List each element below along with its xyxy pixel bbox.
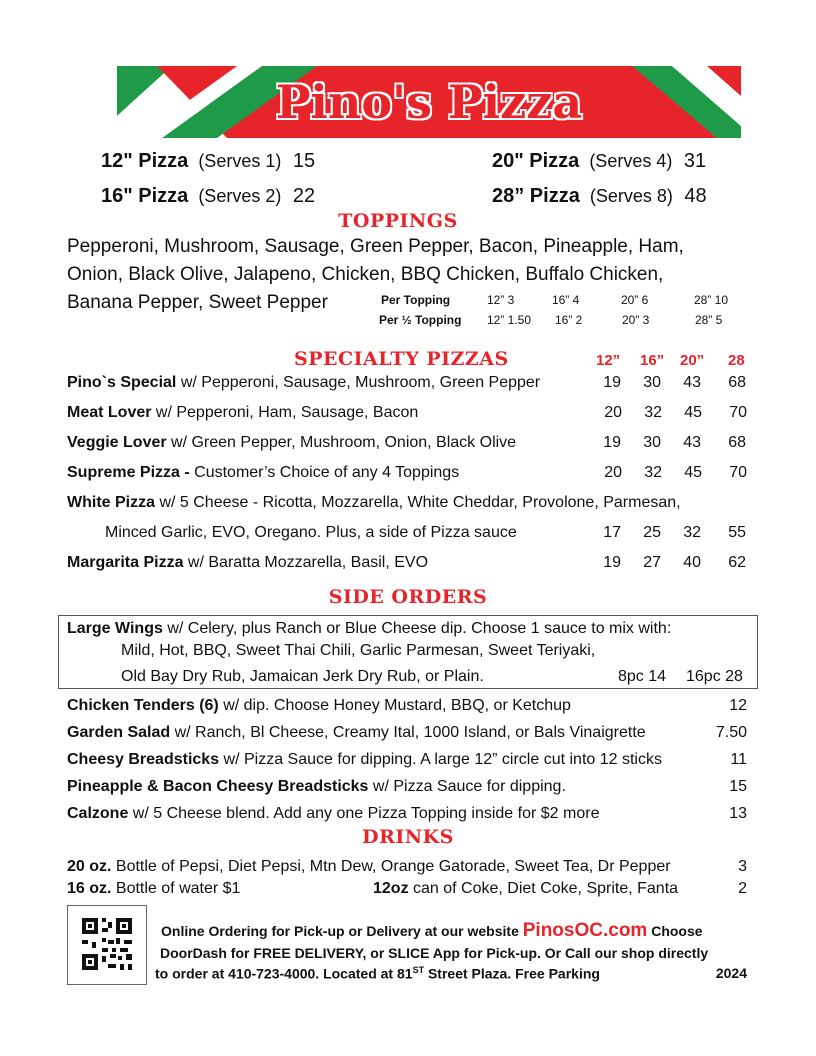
price-28: 68: [728, 374, 746, 391]
specialty-heading: SPECIALTY PIZZAS: [294, 348, 509, 370]
drink-price: 3: [738, 858, 747, 875]
size-price: 48: [684, 185, 707, 207]
item-desc: w/ Pizza Sauce for dipping.: [368, 778, 566, 795]
side-item: [67, 805, 747, 823]
per-half-label: Per ½ Topping: [379, 313, 462, 327]
size-16: [101, 185, 315, 208]
per-topping-label: Per Topping: [381, 293, 451, 307]
price-28: 70: [729, 404, 747, 421]
drink-line: [67, 858, 747, 876]
item-desc: w/ Pizza Sauce for dipping. A large 12” circle cut into 12 sticks: [219, 751, 662, 768]
drink-size: 16 oz.: [67, 880, 112, 897]
footer-text: to order at 410-723-4000. Located at 81: [155, 965, 413, 982]
item-name: Large Wings: [67, 620, 163, 637]
item-name: Pino`s Special: [67, 374, 177, 391]
specialty-item: [67, 464, 747, 482]
drink-size: 12oz: [373, 880, 409, 897]
size-serves: (Serves 4): [589, 151, 673, 171]
drink-line: [67, 880, 747, 898]
per-half-price: 28” 5: [695, 313, 723, 327]
drink-desc: Bottle of Pepsi, Diet Pepsi, Mtn Dew, Orange Gatorade, Sweet Tea, Dr Pepper: [111, 858, 671, 875]
size-name: 20" Pizza: [492, 150, 580, 172]
side-item: [67, 778, 747, 796]
size-price: 31: [683, 150, 707, 172]
wings-price-16pc: 16pc 28: [686, 668, 743, 685]
footer-text: Online Ordering for Pick-up or Delivery at our website: [161, 923, 523, 939]
size-28: [492, 185, 707, 208]
per-topping-row: [381, 293, 450, 307]
wings-sauces: Old Bay Dry Rub, Jamaican Jerk Dry Rub, or Plain.: [121, 668, 484, 685]
price-28: 55: [728, 524, 746, 541]
price-20: 45: [684, 464, 702, 481]
specialty-item-cont: [67, 524, 747, 542]
item-desc: w/ Pepperoni, Sausage, Mushroom, Green Pepper: [176, 374, 541, 391]
item-desc: w/ Green Pepper, Mushroom, Onion, Black Olive: [166, 434, 517, 451]
column-header: 28: [728, 352, 745, 369]
website-link[interactable]: PinosOC.com: [522, 920, 648, 941]
per-topping-price: 12” 3: [487, 293, 515, 307]
item-name: Chicken Tenders (6): [67, 697, 219, 714]
toppings-line: Banana Pepper, Sweet Pepper: [67, 292, 328, 313]
item-name: Meat Lover: [67, 404, 152, 421]
item-name: Margarita Pizza: [67, 554, 184, 571]
size-serves: (Serves 8): [589, 186, 673, 206]
toppings-line: Pepperoni, Mushroom, Sausage, Green Pepper, Bacon, Pineapple, Ham,: [67, 236, 684, 257]
item-name: Garden Salad: [67, 724, 171, 741]
size-20: [492, 150, 706, 173]
size-price: 22: [292, 185, 316, 207]
price-12: 19: [603, 374, 621, 391]
price-12: 20: [604, 404, 622, 421]
item-name: Cheesy Breadsticks: [67, 751, 220, 768]
item-price: 12: [729, 697, 747, 714]
footer-year: 2024: [715, 965, 747, 981]
per-half-price: 20” 3: [622, 313, 650, 327]
wings-sauces: Mild, Hot, BBQ, Sweet Thai Chili, Garlic Parmesan, Sweet Teriyaki,: [121, 642, 596, 659]
per-topping-price: 20” 6: [621, 293, 649, 307]
price-28: 68: [728, 434, 746, 451]
item-name: Pineapple & Bacon Cheesy Breadsticks: [67, 778, 369, 795]
price-28: 62: [728, 554, 746, 571]
item-price: 13: [729, 805, 747, 822]
footer-line-3: [155, 965, 747, 982]
size-name: 16" Pizza: [101, 185, 189, 207]
toppings-line: Onion, Black Olive, Jalapeno, Chicken, BBQ Chicken, Buffalo Chicken,: [67, 264, 664, 285]
qr-code-icon: [68, 906, 146, 984]
price-16: 25: [643, 524, 661, 541]
per-topping-price: 16” 4: [552, 293, 580, 307]
toppings-list: [67, 233, 684, 317]
size-name: 28” Pizza: [492, 185, 580, 207]
side-orders-heading: SIDE ORDERS: [328, 586, 488, 608]
header-banner: [117, 66, 741, 138]
qr-code-box[interactable]: [67, 905, 147, 985]
size-12: [101, 150, 315, 173]
footer-superscript: ST: [412, 965, 425, 975]
item-desc: w/ Celery, plus Ranch or Blue Cheese dip. Choose 1 sauce to mix with:: [162, 620, 672, 637]
specialty-item: [67, 554, 747, 572]
footer-text: Street Plaza. Free Parking: [424, 965, 600, 982]
drink-price: 2: [738, 880, 747, 897]
item-name: White Pizza: [67, 494, 156, 511]
item-desc: w/ Baratta Mozzarella, Basil, EVO: [183, 554, 429, 571]
price-12: 17: [603, 524, 621, 541]
size-name: 12" Pizza: [101, 150, 189, 172]
item-desc: w/ 5 Cheese - Ricotta, Mozzarella, White Cheddar, Provolone, Parmesan,: [155, 494, 681, 511]
price-12: 19: [603, 554, 621, 571]
price-20: 43: [683, 374, 701, 391]
per-topping-price: 28” 10: [694, 293, 729, 307]
column-header: 20”: [680, 352, 705, 369]
price-20: 45: [684, 404, 702, 421]
drink-desc: Bottle of water $1: [111, 880, 241, 897]
specialty-item: [67, 374, 747, 392]
item-desc: Customer’s Choice of any 4 Toppings: [189, 464, 460, 481]
specialty-item: [67, 404, 747, 422]
specialty-item: [67, 434, 747, 452]
drink-size: 20 oz.: [67, 858, 112, 875]
price-20: 32: [683, 524, 701, 541]
price-16: 32: [644, 404, 662, 421]
wings-price-8pc: 8pc 14: [618, 668, 667, 685]
item-name: Veggie Lover: [67, 434, 167, 451]
column-header: 12”: [596, 352, 621, 369]
specialty-item: [67, 494, 747, 512]
per-half-price: 16” 2: [555, 313, 583, 327]
item-desc: w/ Pepperoni, Ham, Sausage, Bacon: [151, 404, 419, 421]
item-desc: w/ dip. Choose Honey Mustard, BBQ, or Ketchup: [218, 697, 571, 714]
side-item: [67, 697, 747, 715]
size-serves: (Serves 2): [198, 186, 282, 206]
logo: [117, 66, 741, 138]
item-desc: w/ 5 Cheese blend. Add any one Pizza Topping inside for $2 more: [128, 805, 600, 822]
price-16: 30: [643, 374, 661, 391]
item-desc: Minced Garlic, EVO, Oregano. Plus, a side of Pizza sauce: [105, 524, 517, 541]
price-12: 20: [604, 464, 622, 481]
size-price: 15: [292, 150, 316, 172]
footer-text: Choose: [647, 923, 703, 939]
item-price: 7.50: [715, 724, 747, 741]
item-price: 11: [730, 751, 747, 768]
item-name: Supreme Pizza -: [67, 464, 190, 481]
price-28: 70: [729, 464, 747, 481]
column-header: 16”: [640, 352, 665, 369]
footer-line-1: [161, 920, 703, 942]
price-16: 30: [643, 434, 661, 451]
price-16: 27: [643, 554, 661, 571]
side-item: [67, 724, 747, 742]
price-20: 43: [683, 434, 701, 451]
drink-desc: can of Coke, Diet Coke, Sprite, Fanta: [408, 880, 679, 897]
wings-item: [67, 620, 747, 638]
size-serves: (Serves 1): [198, 151, 282, 171]
side-item: [67, 751, 747, 769]
item-desc: w/ Ranch, Bl Cheese, Creamy Ital, 1000 Island, or Bals Vinaigrette: [170, 724, 646, 741]
wings-line3: [121, 668, 741, 686]
price-20: 40: [683, 554, 701, 571]
price-16: 32: [644, 464, 662, 481]
price-12: 19: [603, 434, 621, 451]
per-half-price: 12” 1.50: [487, 313, 532, 327]
per-half-row: [379, 313, 461, 327]
item-name: Calzone: [67, 805, 129, 822]
drinks-heading: DRINKS: [362, 826, 454, 848]
logo-text: Pino's Pizza: [275, 75, 583, 129]
toppings-heading: TOPPINGS: [338, 210, 458, 232]
item-price: 15: [729, 778, 747, 795]
footer-line-2: DoorDash for FREE DELIVERY, or SLICE App for Pick-up. Or Call our shop directly: [160, 945, 709, 961]
